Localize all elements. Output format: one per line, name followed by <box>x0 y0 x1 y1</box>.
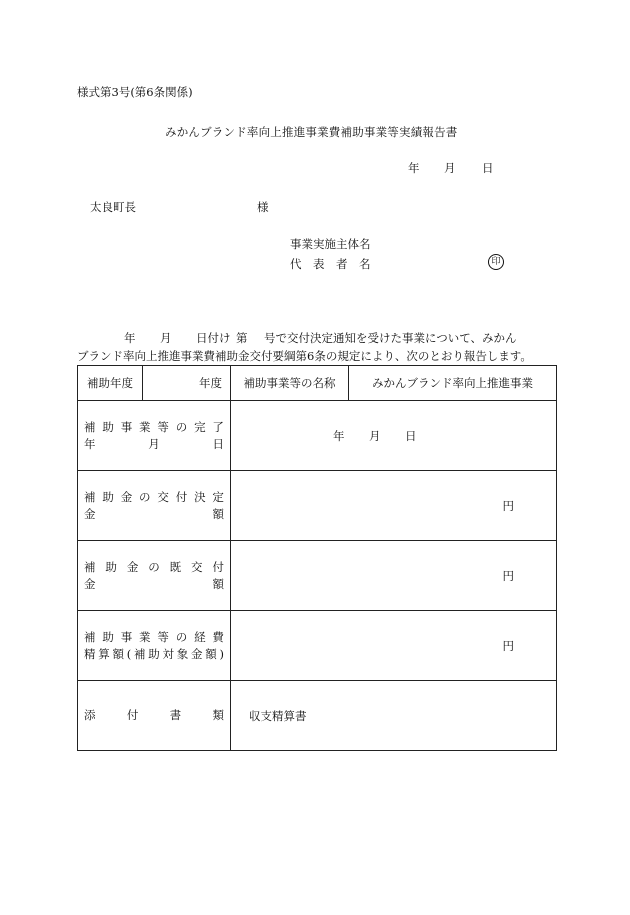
fiscal-year-label: 補助年度 <box>78 366 143 401</box>
expense-settlement-label <box>78 611 231 681</box>
document-title: みかんブランド率向上推進事業費補助事業等実績報告書 <box>165 125 458 139</box>
label-line: 金 額 <box>84 576 224 591</box>
body-text-line1 <box>124 330 517 346</box>
recipient-name: 太良町長 <box>90 200 136 214</box>
attachments-label <box>78 681 231 751</box>
table-row <box>78 681 557 751</box>
table-row <box>78 366 557 401</box>
completion-day: 日 <box>405 428 417 443</box>
body-no-prefix: 第 <box>236 331 248 345</box>
expense-settlement-value[interactable]: 円 <box>231 611 557 681</box>
date-day: 日 <box>482 161 494 175</box>
date-month: 月 <box>444 161 456 175</box>
label-line: 補 助 事 業 等 の 経 費 <box>84 629 224 644</box>
project-name-label: 補助事業等の名称 <box>231 366 349 401</box>
completion-year: 年 <box>333 428 345 443</box>
completion-date-value[interactable] <box>231 401 557 471</box>
body-month: 月 <box>160 331 172 345</box>
grant-decision-amount-value[interactable]: 円 <box>231 471 557 541</box>
label-line: 年 月 日 <box>84 436 224 451</box>
table-row <box>78 471 557 541</box>
label-line: 添 付 書 類 <box>84 708 224 722</box>
label-line: 補 助 金 の 交 付 決 定 <box>84 489 224 504</box>
representative-label: 代 表 者 名 <box>290 257 371 271</box>
fiscal-year-unit[interactable]: 年度 <box>143 366 231 401</box>
body-line1-tail: 号で交付決定通知を受けた事業について、みかん <box>264 331 517 345</box>
grant-decision-amount-label <box>78 471 231 541</box>
body-text-line2: ブランド率向上推進事業費補助金交付要綱第6条の規定により、次のとおり報告します。 <box>77 349 532 363</box>
attachments-value[interactable]: 収支精算書 <box>231 681 557 751</box>
label-line: 補 助 事 業 等 の 完 了 <box>84 419 224 434</box>
body-day-suffix: 日付け <box>196 331 231 345</box>
completion-month: 月 <box>369 428 381 443</box>
report-table <box>77 365 557 751</box>
form-number: 様式第3号(第6条関係) <box>77 85 193 99</box>
table-row <box>78 541 557 611</box>
label-line: 補 助 金 の 既 交 付 <box>84 559 224 574</box>
body-year: 年 <box>124 331 136 345</box>
already-granted-amount-label <box>78 541 231 611</box>
table-row <box>78 401 557 471</box>
organization-label: 事業実施主体名 <box>290 237 371 251</box>
date-year: 年 <box>408 161 420 175</box>
table-row <box>78 611 557 681</box>
label-line: 金 額 <box>84 506 224 521</box>
report-date <box>408 160 494 176</box>
already-granted-amount-value[interactable]: 円 <box>231 541 557 611</box>
recipient-honorific: 様 <box>257 200 269 214</box>
project-name-value: みかんブランド率向上推進事業 <box>349 366 557 401</box>
completion-date-label <box>78 401 231 471</box>
seal-mark: 印 <box>488 254 504 270</box>
label-line: 精 算 額 ( 補 助 対 象 金 額 ) <box>84 646 224 661</box>
